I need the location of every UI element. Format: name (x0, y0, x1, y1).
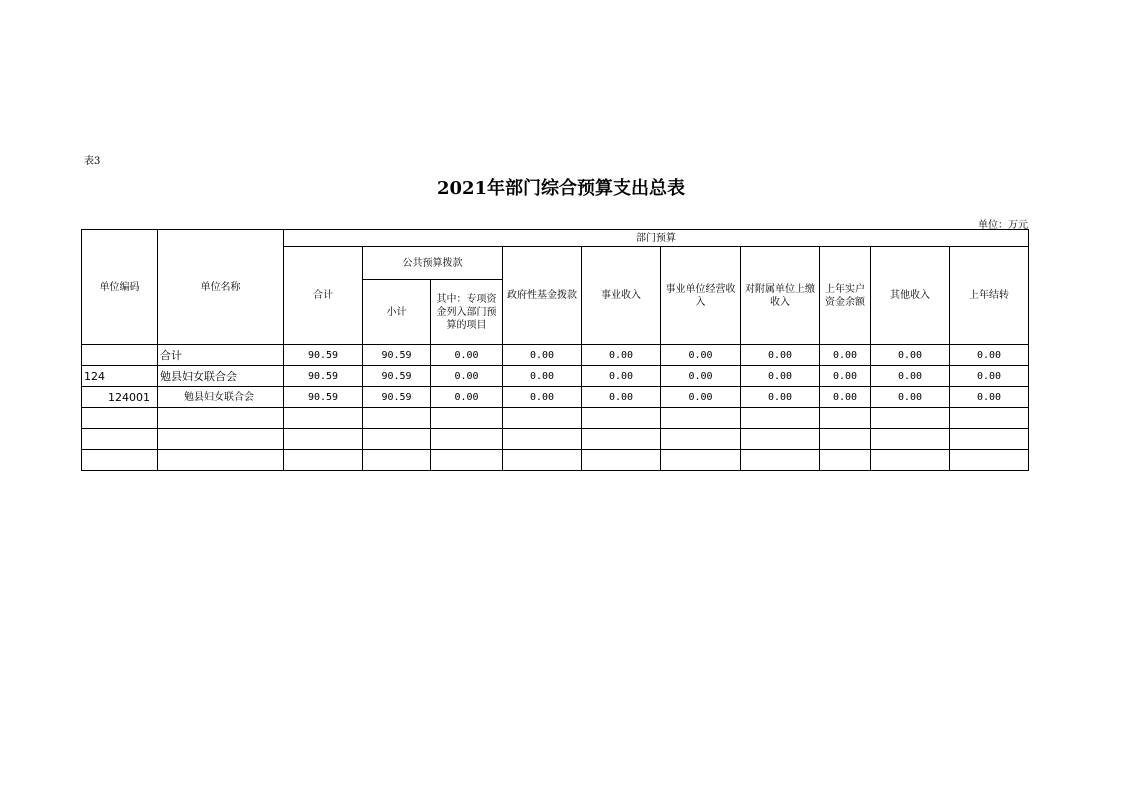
value-cell: 90.59 (284, 366, 363, 387)
empty-cell (82, 408, 158, 429)
table-row-empty (82, 429, 1029, 450)
empty-cell (503, 408, 582, 429)
empty-cell (661, 450, 741, 471)
empty-cell (363, 408, 431, 429)
value-cell: 0.00 (820, 366, 871, 387)
empty-cell (871, 429, 950, 450)
value-cell: 0.00 (820, 387, 871, 408)
unit-code-cell: 124001 (82, 387, 158, 408)
empty-cell (158, 408, 284, 429)
empty-cell (431, 450, 503, 471)
document-title: 2021年部门综合预算支出总表 (436, 178, 686, 199)
value-cell: 0.00 (871, 366, 950, 387)
empty-cell (950, 450, 1029, 471)
empty-cell (363, 429, 431, 450)
header-business-income: 事业收入 (582, 247, 661, 345)
unit-name-cell: 勉县妇女联合会 (158, 366, 284, 387)
value-cell: 0.00 (950, 387, 1029, 408)
value-cell: 0.00 (871, 345, 950, 366)
empty-cell (582, 429, 661, 450)
empty-cell (431, 408, 503, 429)
value-cell: 0.00 (503, 387, 582, 408)
empty-cell (741, 450, 820, 471)
table-row-empty (82, 408, 1029, 429)
empty-cell (431, 429, 503, 450)
table-row (82, 387, 1029, 408)
budget-table (81, 229, 1029, 471)
table-tag: 表3 (84, 156, 101, 167)
value-cell: 0.00 (582, 387, 661, 408)
empty-cell (661, 408, 741, 429)
header-unit-name: 单位名称 (158, 230, 284, 345)
empty-cell (871, 450, 950, 471)
value-cell: 0.00 (661, 345, 741, 366)
value-cell: 90.59 (363, 366, 431, 387)
header-total: 合计 (284, 247, 363, 345)
empty-cell (582, 450, 661, 471)
empty-cell (363, 450, 431, 471)
empty-cell (82, 450, 158, 471)
header-subtotal: 小计 (363, 280, 431, 345)
header-prev-carryover: 上年结转 (950, 247, 1029, 345)
header-dept-budget: 部门预算 (284, 230, 1029, 247)
table-row-empty (82, 450, 1029, 471)
empty-cell (950, 408, 1029, 429)
empty-cell (82, 429, 158, 450)
header-unit-code: 单位编码 (82, 230, 158, 345)
unit-code-cell: 124 (82, 366, 158, 387)
empty-cell (582, 408, 661, 429)
value-cell: 90.59 (363, 345, 431, 366)
empty-cell (741, 408, 820, 429)
value-cell: 0.00 (503, 366, 582, 387)
empty-cell (158, 429, 284, 450)
header-special-fund: 其中：专项资金列入部门预算的项目 (431, 280, 503, 345)
empty-cell (503, 429, 582, 450)
header-gov-fund: 政府性基金拨款 (503, 247, 582, 345)
value-cell: 90.59 (363, 387, 431, 408)
table-header (82, 230, 1029, 345)
table-row-total (82, 345, 1029, 366)
empty-cell (950, 429, 1029, 450)
value-cell: 0.00 (871, 387, 950, 408)
value-cell: 0.00 (741, 345, 820, 366)
value-cell: 0.00 (741, 387, 820, 408)
header-public-budget: 公共预算拨款 (363, 247, 503, 280)
unit-code-cell (82, 345, 158, 366)
empty-cell (661, 429, 741, 450)
value-cell: 0.00 (582, 366, 661, 387)
value-cell: 0.00 (820, 345, 871, 366)
unit-name-cell: 勉县妇女联合会 (158, 387, 284, 408)
empty-cell (820, 429, 871, 450)
empty-cell (871, 408, 950, 429)
value-cell: 0.00 (503, 345, 582, 366)
empty-cell (820, 408, 871, 429)
header-business-operating: 事业单位经营收入 (661, 247, 741, 345)
value-cell: 0.00 (431, 366, 503, 387)
empty-cell (284, 408, 363, 429)
header-other-income: 其他收入 (871, 247, 950, 345)
table-body (82, 345, 1029, 471)
header-prev-balance: 上年实户资金余额 (820, 247, 871, 345)
value-cell: 90.59 (284, 345, 363, 366)
value-cell: 0.00 (661, 366, 741, 387)
table-row (82, 366, 1029, 387)
value-cell: 90.59 (284, 387, 363, 408)
empty-cell (741, 429, 820, 450)
empty-cell (820, 450, 871, 471)
unit-label: 单位：万元 (978, 220, 1028, 231)
empty-cell (284, 450, 363, 471)
empty-cell (158, 450, 284, 471)
value-cell: 0.00 (950, 366, 1029, 387)
value-cell: 0.00 (431, 345, 503, 366)
empty-cell (284, 429, 363, 450)
value-cell: 0.00 (661, 387, 741, 408)
value-cell: 0.00 (582, 345, 661, 366)
value-cell: 0.00 (741, 366, 820, 387)
value-cell: 0.00 (431, 387, 503, 408)
value-cell: 0.00 (950, 345, 1029, 366)
header-affiliated-remit: 对附属单位上缴收入 (741, 247, 820, 345)
empty-cell (503, 450, 582, 471)
unit-name-cell: 合计 (158, 345, 284, 366)
